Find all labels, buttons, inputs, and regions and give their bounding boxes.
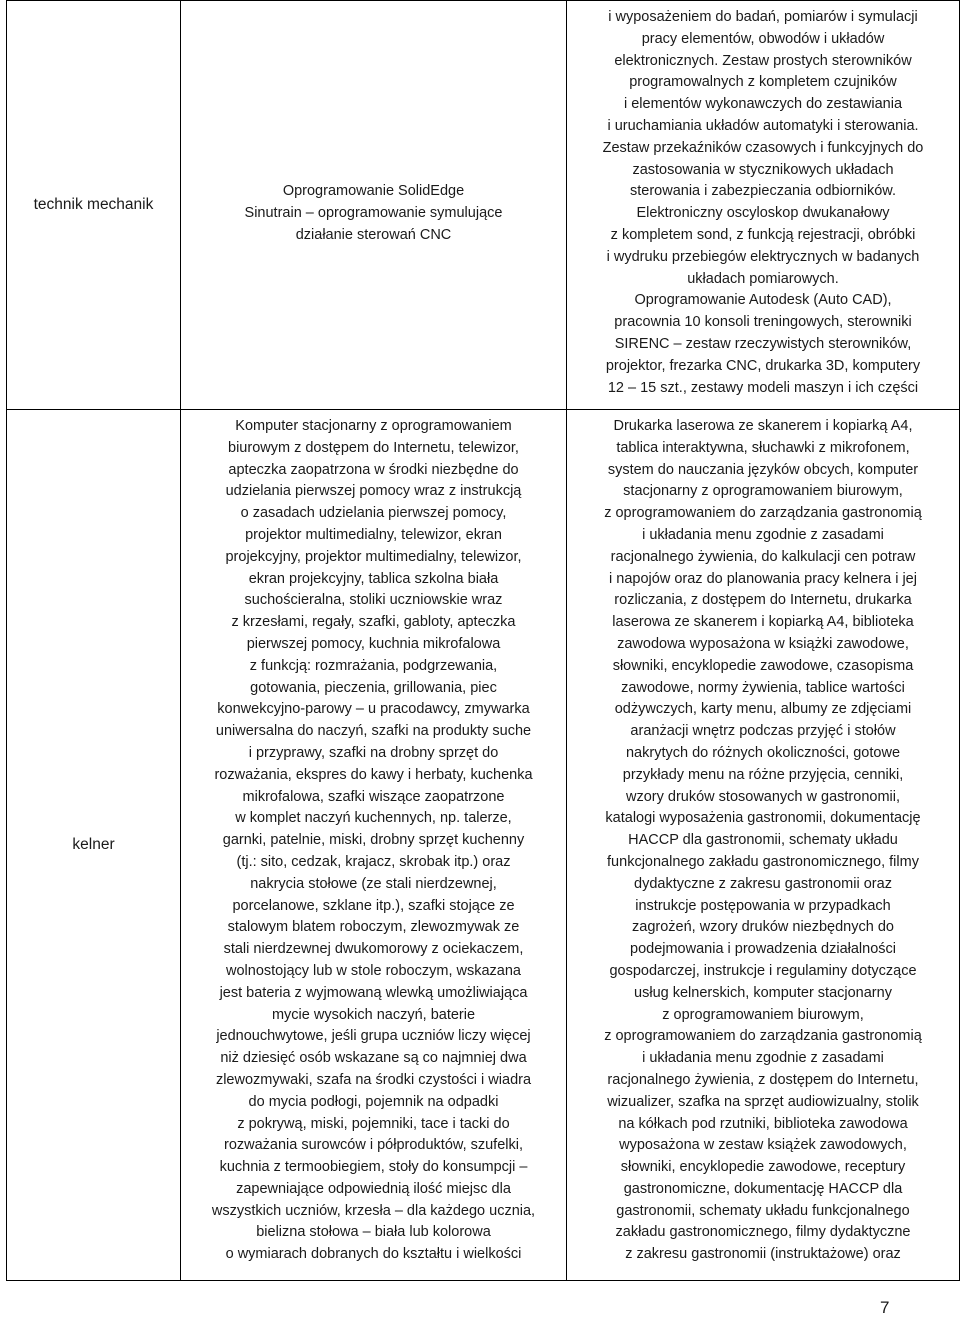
text-line: gotowania, pieczenia, grillowania, piec [250, 679, 497, 696]
text-line: aranżacji wnętrz podczas przyjęć i stołów [630, 723, 896, 740]
text-line: (tj.: sito, cedzak, krajacz, skrobak itp.) oraz [236, 853, 511, 870]
text-line: laserowa ze skanerem i kopiarką A4, biblioteka [612, 614, 914, 631]
text-line: z oprogramowaniem do zarządzania gastronomią [604, 505, 922, 522]
equipment-list [567, 1, 959, 399]
text-line: i uruchamiania układów automatyki i sterowania. [607, 117, 919, 134]
text-line: rozważania, ekspres do kawy i herbaty, kuchenka [214, 766, 533, 783]
text-line: słowniki, encyklopedie zawodowe, receptury [620, 1159, 906, 1176]
text-line: udzielania pierwszej pomocy wraz z instrukcją [225, 483, 522, 500]
text-line: zawodowe, normy żywienia, tablice wartości [621, 679, 905, 696]
profession-label: technik mechanik [33, 196, 154, 213]
text-line: wolnostojący lub w stole roboczym, wskazana [226, 962, 521, 979]
text-line: o zasadach udzielania pierwszej pomocy, [240, 505, 507, 522]
text-line: rozważania surowców i półproduktów, szufelki, [224, 1137, 523, 1154]
text-line: uniwersalna do naczyń, szafki na produkty suche [215, 723, 532, 740]
text-line: projekcyjny, projektor multimedialny, telewizor, [225, 548, 522, 565]
text-line: garnki, patelnie, miski, drobny sprzęt kuchenny [222, 832, 525, 849]
text-line: pracownia 10 konsoli treningowych, sterowniki [614, 314, 912, 331]
text-line: zakładu gastronomicznego, filmy dydaktyczne [615, 1224, 911, 1241]
text-line: z funkcją: rozmrażania, podgrzewania, [249, 657, 498, 674]
text-line: programowalnych z kompletem czujników [629, 74, 897, 91]
equipment-list [181, 410, 566, 1266]
table-row [7, 1, 960, 410]
text-line: stacjonarny z oprogramowaniem biurowym, [623, 483, 903, 500]
text-line: projektor, frezarka CNC, drukarka 3D, komputery [605, 357, 921, 374]
text-line: odżywczych, karty menu, albumy ze zdjęciami [614, 701, 912, 718]
text-line: zawodowa wyposażona w książki zawodowe, [617, 635, 909, 652]
text-line: i elementów wykonawczych do zestawiania [623, 96, 903, 113]
text-line: ekran projekcyjny, tablica szkolna biała [248, 570, 499, 587]
text-line: gastronomiczne, dokumentację HACCP dla [623, 1180, 903, 1197]
text-line: układach pomiarowych. [687, 270, 839, 287]
text-line: suchościeralna, stoliki uczniowskie wraz [244, 592, 503, 609]
text-line: i napojów oraz do planowania pracy kelnera i jej [609, 570, 917, 587]
text-line: jednouchwytowe, jeśli grupa uczniów liczy więcej [216, 1028, 531, 1045]
text-line: gastronomii, schematy układu funkcjonalnego [616, 1202, 910, 1219]
text-line: Sinutrain – oprogramowanie symulujące [244, 205, 503, 222]
text-line: zastosowania w stycznikowych układach [632, 161, 894, 178]
text-line: mycie wysokich naczyń, baterie [271, 1006, 476, 1023]
profession-cell [7, 1, 181, 410]
text-line: z oprogramowaniem biurowym, [662, 1006, 864, 1023]
table-row [7, 410, 960, 1281]
text-line: zlewozmywaki, szafa na środki czystości i wiadra [215, 1071, 532, 1088]
text-line: sterowania i zabezpieczania odbiorników. [630, 183, 896, 200]
text-line: dydaktyczne z zakresu gastronomii oraz [634, 875, 892, 892]
text-line: elektronicznych. Zestaw prostych sterowników [614, 52, 912, 69]
text-line: pracy elementów, obwodów i układów [641, 30, 885, 47]
text-line: Zestaw przekaźników czasowych i funkcyjnych do [602, 139, 924, 156]
text-line: niż dziesięć osób wskazane są co najmniej dwa [220, 1050, 527, 1067]
text-line: racjonalnego żywienia, do kalkulacji cen potraw [610, 548, 916, 565]
text-line: instrukcje postępowania w przypadkach [635, 897, 891, 914]
text-line: przykłady menu na różne przyjęcia, cenniki, [622, 766, 904, 783]
profession-label: kelner [72, 836, 115, 853]
room-equipment-list [567, 410, 959, 1266]
text-line: kuchnia z termoobiegiem, stoły do konsumpcji – [219, 1159, 528, 1176]
text-line: i układania menu zgodnie z zasadami [642, 1050, 884, 1067]
text-line: apteczka zaopatrzona w środki niezbędne do [228, 461, 519, 478]
text-line: Drukarka laserowa ze skanerem i kopiarką A4, [613, 418, 913, 434]
text-line: racjonalnego żywienia, z dostępem do Internetu, [607, 1071, 919, 1088]
text-line: porcelanowe, szklane itp.), szafki stojące ze [232, 897, 515, 914]
equipment-cell [181, 410, 567, 1281]
text-line: z pokrywą, miski, pojemniki, tace i tacki do [237, 1115, 510, 1132]
profession-cell [7, 410, 181, 1281]
text-line: nakrycia stołowe (ze stali nierdzewnej, [250, 875, 497, 892]
text-line: pierwszej pomocy, kuchnia mikrofalowa [246, 635, 501, 652]
text-line: bielizna stołowa – biała lub kolorowa [256, 1224, 491, 1241]
text-line: Komputer stacjonarny z oprogramowaniem [235, 418, 512, 434]
text-line: słowniki, encyklopedie zawodowe, czasopisma [612, 657, 914, 674]
text-line: jest bateria z wyjmowaną wlewką umożliwiająca [219, 984, 528, 1001]
text-line: i wydruku przebiegów elektrycznych w badanych [606, 248, 920, 265]
text-line: katalogi wyposażenia gastronomii, dokumentację [605, 810, 921, 827]
text-line: mikrofalowa, szafki wiszące zaopatrzone [242, 788, 505, 805]
page-number: 7 [880, 1298, 890, 1317]
text-line: usług kelnerskich, komputer stacjonarny [634, 984, 892, 1001]
text-line: wzory druków stosowanych w gastronomii, [626, 788, 900, 805]
text-line: na kółkach pod rzutniki, biblioteka zawodowa [618, 1115, 908, 1132]
text-line: w komplet naczyń kuchennych, np. talerze, [235, 810, 512, 827]
text-line: o wymiarach dobranych do kształtu i wielkości [225, 1246, 522, 1263]
text-line: zagrożeń, wzory druków niezbędnych do [632, 919, 894, 936]
room-equipment-cell [567, 410, 960, 1281]
text-line: konwekcyjno-parowy – u pracodawcy, zmywarka [217, 701, 530, 718]
equipment-table [6, 0, 960, 1281]
text-line: z krzesłami, regały, szafki, gabloty, apteczka [231, 614, 516, 631]
text-line: stali nierdzewnej dwukomorowy z ociekaczem, [223, 941, 524, 958]
software-list [181, 163, 566, 246]
text-line: HACCP dla gastronomii, schematy układu [628, 832, 898, 849]
text-line: Oprogramowanie SolidEdge [282, 183, 465, 200]
text-line: rozliczania, z dostępem do Internetu, drukarka [614, 592, 912, 609]
text-line: wyposażona w zestaw książek zawodowych, [619, 1137, 907, 1154]
text-line: do mycia podłogi, pojemnik na odpadki [248, 1093, 499, 1110]
text-line: SIRENC – zestaw rzeczywistych sterowników, [614, 335, 912, 352]
software-cell [181, 1, 567, 410]
text-line: z zakresu gastronomii (instruktażowe) oraz [625, 1246, 901, 1263]
text-line: podejmowania i prowadzenia działalności [630, 941, 896, 958]
text-line: wszystkich uczniów, krzesła – dla każdego ucznia, [211, 1202, 536, 1219]
text-line: system do nauczania języków obcych, komputer [607, 461, 919, 478]
text-line: i wyposażeniem do badań, pomiarów i symulacji [608, 9, 918, 25]
text-line: z kompletem sond, z funkcją rejestracji, obróbki [610, 226, 916, 243]
text-line: wizualizer, szafka na sprzęt audiowizualny, stolik [607, 1093, 919, 1110]
text-line: biurowym z dostępem do Internetu, telewizor, [228, 439, 519, 456]
text-line: i układania menu zgodnie z zasadami [642, 526, 884, 543]
text-line: Oprogramowanie Autodesk (Auto CAD), [634, 292, 892, 309]
text-line: gospodarczej, instrukcje i regulaminy dotyczące [609, 962, 917, 979]
text-line: funkcjonalnego zakładu gastronomicznego, filmy [607, 853, 919, 870]
text-line: Elektroniczny oscyloskop dwukanałowy [636, 205, 890, 222]
text-line: nakrytych do różnych okoliczności, gotowe [625, 744, 901, 761]
text-line: z oprogramowaniem do zarządzania gastronomią [604, 1028, 922, 1045]
text-line: stalowym blatem roboczym, zlewozmywak ze [227, 919, 520, 936]
text-line: 12 – 15 szt., zestawy modeli maszyn i ich części [607, 379, 919, 396]
equipment-cell [567, 1, 960, 410]
text-line: i przyprawy, szafki na drobny sprzęt do [248, 744, 499, 761]
text-line: zapewniające odpowiednią ilość miejsc dla [236, 1180, 511, 1197]
text-line: tablica interaktywna, słuchawki z mikrofonem, [616, 439, 910, 456]
text-line: działanie sterowań CNC [295, 226, 452, 243]
text-line: projektor multimedialny, telewizor, ekran [245, 526, 502, 543]
